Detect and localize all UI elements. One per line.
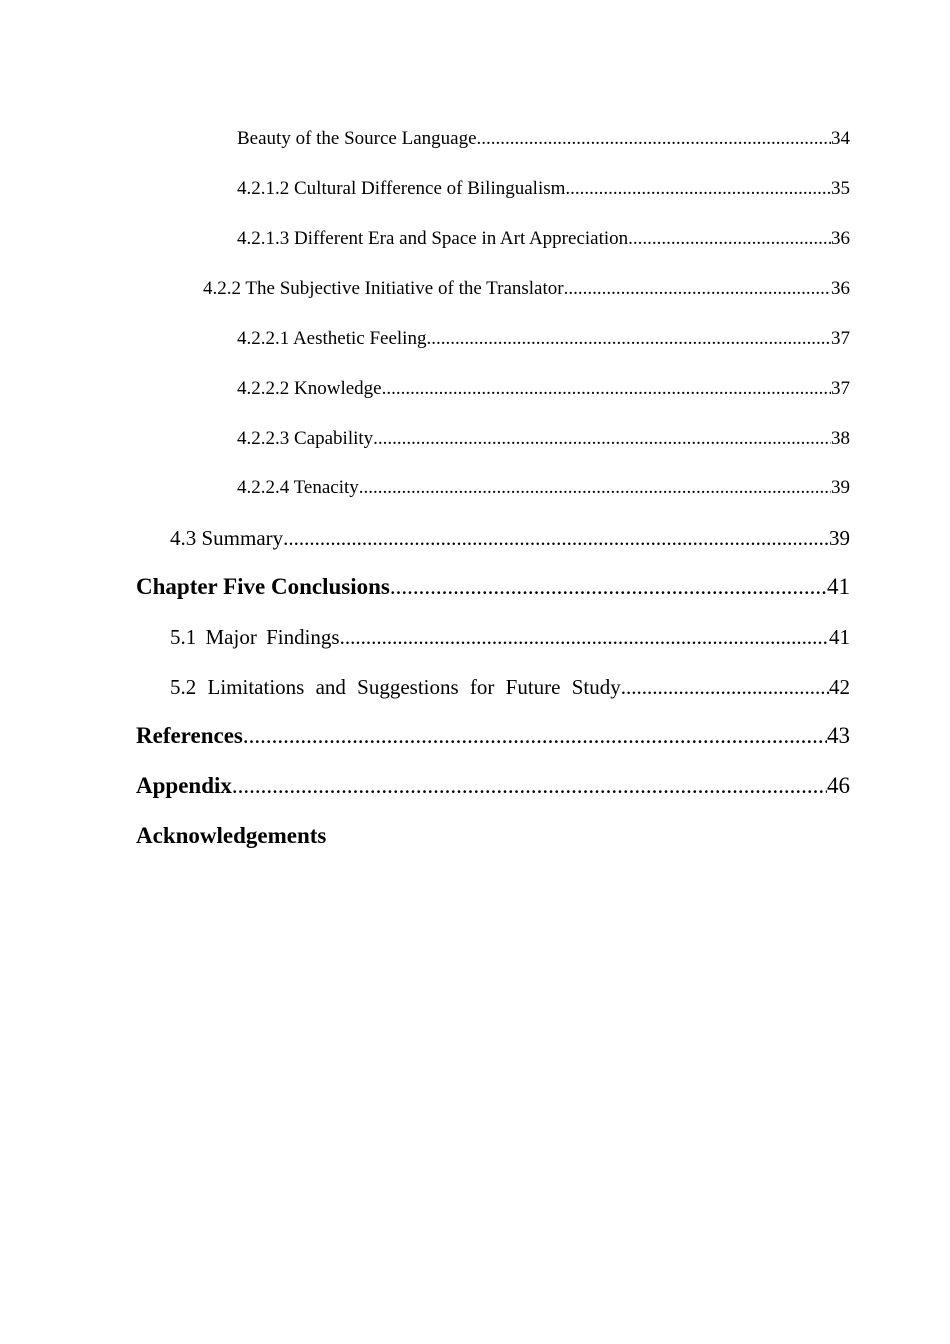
dot-leader bbox=[477, 128, 831, 150]
dot-leader bbox=[382, 378, 831, 400]
dot-leader bbox=[628, 228, 831, 250]
dot-leader bbox=[283, 526, 829, 551]
toc-entry-references[interactable] bbox=[136, 723, 850, 749]
toc-entry-4-2-2-3[interactable] bbox=[237, 428, 850, 450]
toc-entry-4-2-2-4[interactable] bbox=[237, 477, 850, 499]
toc-entry-page-number: 37 bbox=[831, 378, 850, 399]
dot-leader bbox=[232, 773, 827, 799]
toc-entry-title: References bbox=[136, 723, 243, 748]
toc-entry-5-1[interactable] bbox=[170, 625, 850, 650]
toc-entry-title: Appendix bbox=[136, 773, 232, 798]
toc-entry-page-number: 35 bbox=[831, 178, 850, 199]
toc-entry-page-number: 36 bbox=[831, 278, 850, 299]
toc-entry-title: 5.2 Limitations and Suggestions for Future Study bbox=[170, 675, 621, 699]
toc-entry-title: 4.2.1.2 Cultural Difference of Bilingualism bbox=[237, 178, 566, 199]
toc-entry-page-number: 39 bbox=[831, 477, 850, 498]
toc-entry-page-number: 38 bbox=[831, 428, 850, 449]
toc-entry-page-number: 43 bbox=[827, 723, 850, 748]
toc-entry-chapter-five[interactable] bbox=[136, 574, 850, 600]
toc-entry-title: 4.2.2.3 Capability bbox=[237, 428, 374, 449]
dot-leader bbox=[359, 477, 831, 499]
toc-entry-appendix[interactable] bbox=[136, 773, 850, 799]
toc-entry-4-2-2-1[interactable] bbox=[237, 328, 850, 350]
dot-leader bbox=[243, 723, 827, 749]
dot-leader bbox=[564, 278, 831, 300]
dot-leader bbox=[390, 574, 827, 600]
toc-entry-page-number: 39 bbox=[829, 526, 850, 550]
dot-leader bbox=[426, 328, 831, 350]
toc-entry-4-3[interactable] bbox=[170, 526, 850, 551]
toc-entry-page-number: 41 bbox=[829, 625, 850, 649]
toc-entry-page-number: 41 bbox=[827, 574, 850, 599]
toc-entry-4-2-2[interactable] bbox=[203, 278, 850, 300]
toc-entry-5-2[interactable] bbox=[170, 675, 850, 700]
toc-entry-page-number: 36 bbox=[831, 228, 850, 249]
dot-leader bbox=[340, 625, 829, 650]
toc-entry-page-number: 42 bbox=[829, 675, 850, 699]
toc-entry-page-number: 46 bbox=[827, 773, 850, 798]
toc-entry-title: 4.2.1.3 Different Era and Space in Art Appreciation bbox=[237, 228, 629, 249]
toc-entry-page-number: 34 bbox=[831, 128, 850, 149]
toc-entry-4-2-1-2[interactable] bbox=[237, 178, 850, 200]
dot-leader bbox=[565, 178, 831, 200]
dot-leader bbox=[373, 428, 831, 450]
toc-entry-beauty-of-source-language[interactable] bbox=[237, 128, 850, 150]
toc-entry-acknowledgements[interactable]: Acknowledgements bbox=[136, 823, 327, 848]
toc-entry-title: 5.1 Major Findings bbox=[170, 625, 340, 649]
toc-entry-title: 4.2.2.2 Knowledge bbox=[237, 378, 382, 399]
toc-entry-4-2-2-2[interactable] bbox=[237, 378, 850, 400]
toc-entry-title: Beauty of the Source Language bbox=[237, 128, 477, 149]
toc-entry-title: 4.2.2 The Subjective Initiative of the Translator bbox=[203, 278, 564, 299]
toc-entry-title: 4.2.2.1 Aesthetic Feeling bbox=[237, 328, 427, 349]
dot-leader bbox=[621, 675, 829, 700]
toc-entry-page-number: 37 bbox=[831, 328, 850, 349]
toc-entry-title: 4.2.2.4 Tenacity bbox=[237, 477, 359, 498]
toc-entry-4-2-1-3[interactable] bbox=[237, 228, 850, 250]
toc-entry-title: Chapter Five Conclusions bbox=[136, 574, 390, 599]
toc-entry-title: 4.3 Summary bbox=[170, 526, 284, 550]
